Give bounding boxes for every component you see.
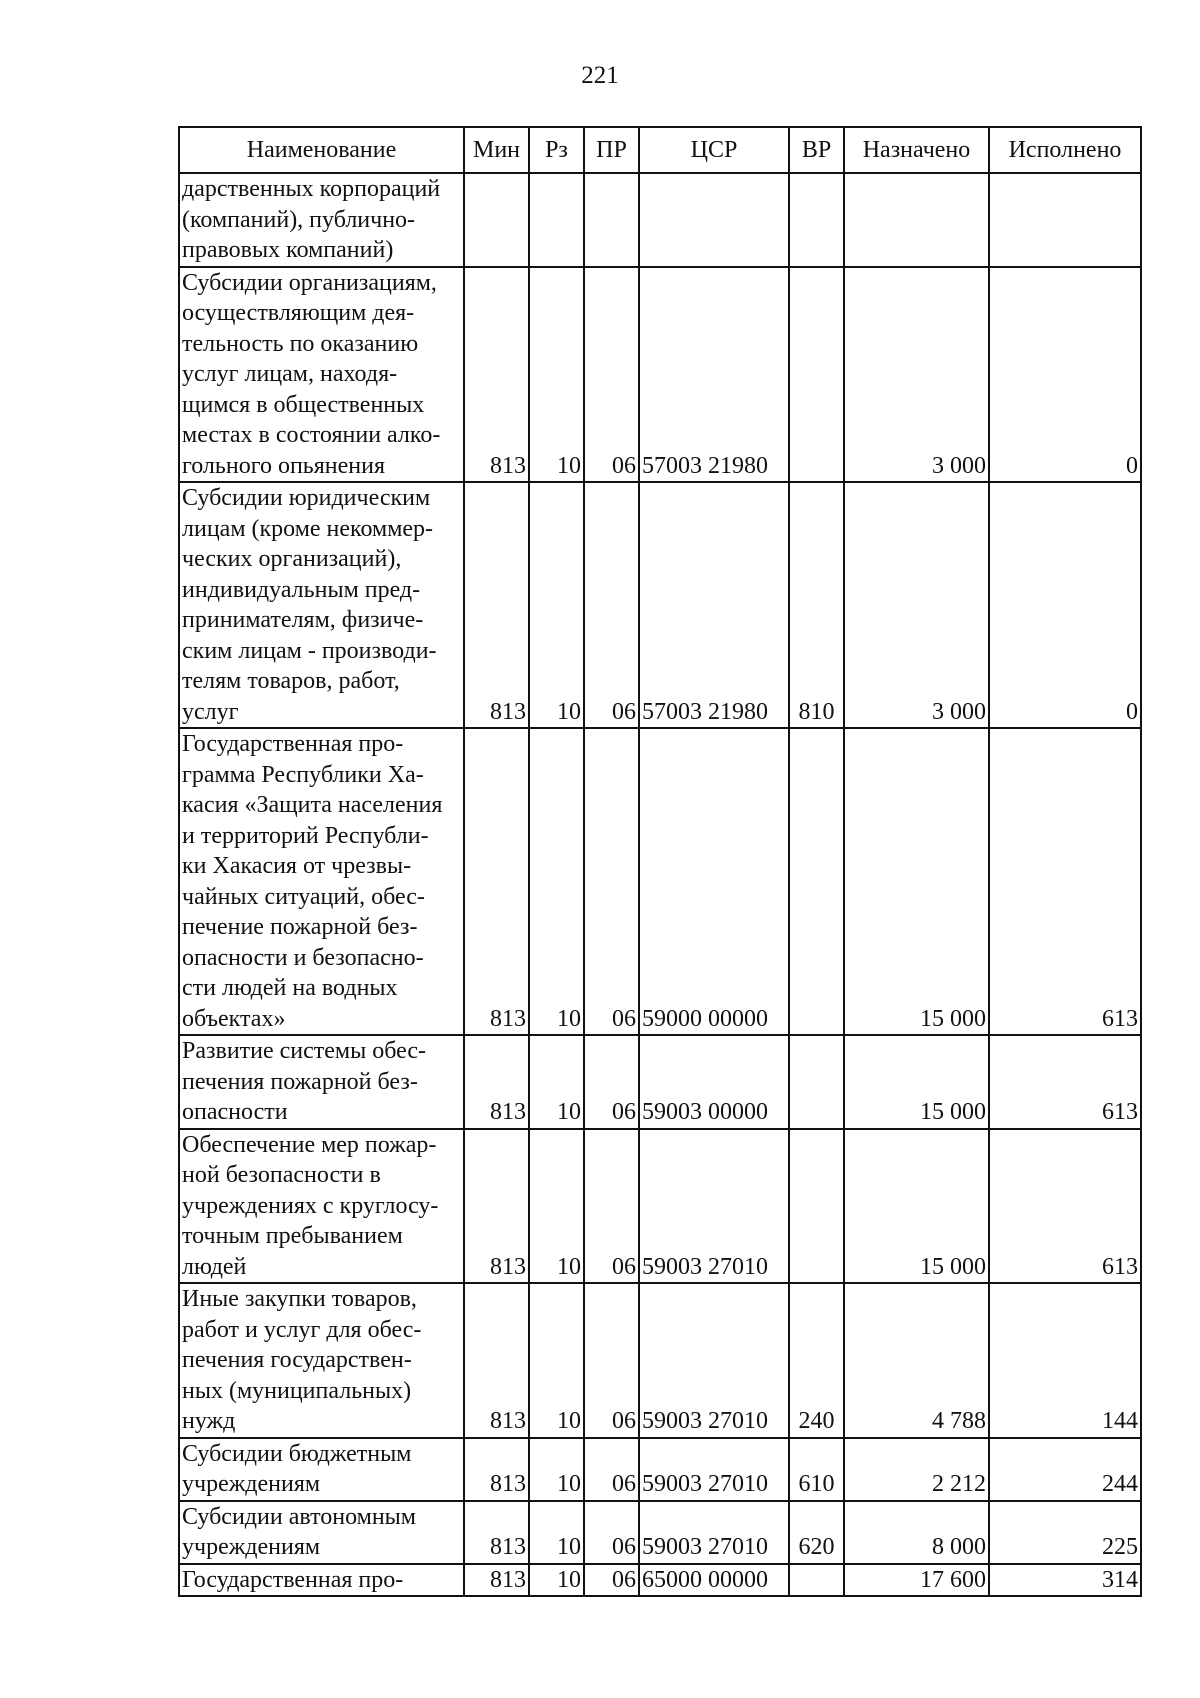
- cell-csr: 59003 27010: [639, 1438, 789, 1501]
- cell-executed: 144: [989, 1283, 1141, 1438]
- header-min: Мин: [464, 127, 529, 173]
- cell-vr: [789, 1564, 844, 1597]
- cell-executed: 314: [989, 1564, 1141, 1597]
- cell-csr: 59003 27010: [639, 1129, 789, 1284]
- cell-pr: 06: [584, 1283, 639, 1438]
- cell-vr: 810: [789, 482, 844, 728]
- cell-name: Субсидии юридическим лицам (кроме некоммер- ческих организаций), индивидуальным пред- принимателям, физиче- ским лицам - производи- телям товаров, работ, услуг: [179, 482, 464, 728]
- cell-rz: [529, 173, 584, 267]
- table-row: [179, 173, 1141, 267]
- cell-vr: [789, 1129, 844, 1284]
- cell-pr: 06: [584, 1438, 639, 1501]
- cell-csr: [639, 173, 789, 267]
- cell-rz: 10: [529, 267, 584, 483]
- header-rz: Рз: [529, 127, 584, 173]
- cell-name: Иные закупки товаров, работ и услуг для обес- печения государствен- ных (муниципальных) нужд: [179, 1283, 464, 1438]
- cell-pr: 06: [584, 1564, 639, 1597]
- cell-csr: 59003 27010: [639, 1501, 789, 1564]
- table-row: [179, 267, 1141, 483]
- cell-rz: 10: [529, 1129, 584, 1284]
- cell-assigned: 4 788: [844, 1283, 989, 1438]
- cell-executed: 613: [989, 1035, 1141, 1129]
- cell-min: 813: [464, 482, 529, 728]
- header-csr: ЦСР: [639, 127, 789, 173]
- cell-min: [464, 173, 529, 267]
- cell-csr: 59003 27010: [639, 1283, 789, 1438]
- cell-min: 813: [464, 267, 529, 483]
- cell-csr: 59000 00000: [639, 728, 789, 1035]
- cell-assigned: [844, 173, 989, 267]
- cell-name: Субсидии бюджетным учреждениям: [179, 1438, 464, 1501]
- cell-assigned: 17 600: [844, 1564, 989, 1597]
- cell-min: 813: [464, 1129, 529, 1284]
- cell-assigned: 8 000: [844, 1501, 989, 1564]
- cell-name: Государственная про-: [179, 1564, 464, 1597]
- cell-name: Субсидии автономным учреждениям: [179, 1501, 464, 1564]
- table-row: [179, 1129, 1141, 1284]
- cell-executed: [989, 173, 1141, 267]
- cell-vr: 610: [789, 1438, 844, 1501]
- header-pr: ПР: [584, 127, 639, 173]
- cell-assigned: 15 000: [844, 1129, 989, 1284]
- cell-executed: 225: [989, 1501, 1141, 1564]
- cell-rz: 10: [529, 1283, 584, 1438]
- cell-pr: [584, 173, 639, 267]
- table-row: [179, 1564, 1141, 1597]
- cell-min: 813: [464, 1501, 529, 1564]
- page-number: 221: [581, 62, 619, 89]
- cell-min: 813: [464, 1438, 529, 1501]
- cell-rz: 10: [529, 1035, 584, 1129]
- header-vr: ВР: [789, 127, 844, 173]
- cell-vr: 620: [789, 1501, 844, 1564]
- cell-min: 813: [464, 728, 529, 1035]
- cell-vr: [789, 728, 844, 1035]
- cell-csr: 57003 21980: [639, 482, 789, 728]
- cell-rz: 10: [529, 728, 584, 1035]
- cell-executed: 0: [989, 482, 1141, 728]
- cell-executed: 613: [989, 1129, 1141, 1284]
- budget-table: [178, 126, 1142, 1597]
- cell-pr: 06: [584, 267, 639, 483]
- cell-min: 813: [464, 1564, 529, 1597]
- cell-vr: [789, 267, 844, 483]
- cell-pr: 06: [584, 728, 639, 1035]
- table-header-row: [179, 127, 1141, 173]
- cell-rz: 10: [529, 482, 584, 728]
- cell-rz: 10: [529, 1564, 584, 1597]
- header-name: Наименование: [179, 127, 464, 173]
- table-row: [179, 1438, 1141, 1501]
- table-row: [179, 1283, 1141, 1438]
- cell-vr: [789, 173, 844, 267]
- cell-name: дарственных корпораций (компаний), публично- правовых компаний): [179, 173, 464, 267]
- cell-csr: 65000 00000: [639, 1564, 789, 1597]
- table-row: [179, 482, 1141, 728]
- cell-csr: 59003 00000: [639, 1035, 789, 1129]
- cell-vr: 240: [789, 1283, 844, 1438]
- cell-executed: 244: [989, 1438, 1141, 1501]
- cell-pr: 06: [584, 1035, 639, 1129]
- cell-vr: [789, 1035, 844, 1129]
- cell-assigned: 15 000: [844, 1035, 989, 1129]
- table-row: [179, 1035, 1141, 1129]
- cell-rz: 10: [529, 1438, 584, 1501]
- table-row: [179, 728, 1141, 1035]
- cell-assigned: 3 000: [844, 482, 989, 728]
- table-row: [179, 1501, 1141, 1564]
- cell-name: Развитие системы обес- печения пожарной без- опасности: [179, 1035, 464, 1129]
- cell-min: 813: [464, 1035, 529, 1129]
- cell-pr: 06: [584, 1501, 639, 1564]
- cell-name: Субсидии организациям, осуществляющим дея- тельность по оказанию услуг лицам, находя- щимся в общественных местах в состоянии алко- гольного опьянения: [179, 267, 464, 483]
- cell-min: 813: [464, 1283, 529, 1438]
- cell-executed: 0: [989, 267, 1141, 483]
- cell-assigned: 3 000: [844, 267, 989, 483]
- header-executed: Исполнено: [989, 127, 1141, 173]
- cell-rz: 10: [529, 1501, 584, 1564]
- cell-executed: 613: [989, 728, 1141, 1035]
- cell-csr: 57003 21980: [639, 267, 789, 483]
- cell-assigned: 15 000: [844, 728, 989, 1035]
- header-assigned: Назначено: [844, 127, 989, 173]
- cell-pr: 06: [584, 1129, 639, 1284]
- cell-pr: 06: [584, 482, 639, 728]
- cell-name: Обеспечение мер пожар- ной безопасности в учреждениях с круглосу- точным пребыванием людей: [179, 1129, 464, 1284]
- cell-assigned: 2 212: [844, 1438, 989, 1501]
- cell-name: Государственная про- грамма Республики Ха- касия «Защита населения и территорий Республи- ки Хакасия от чрезвы- чайных ситуаций, обес- печение пожарной без- опасности и безопасно- сти людей на водных объектах»: [179, 728, 464, 1035]
